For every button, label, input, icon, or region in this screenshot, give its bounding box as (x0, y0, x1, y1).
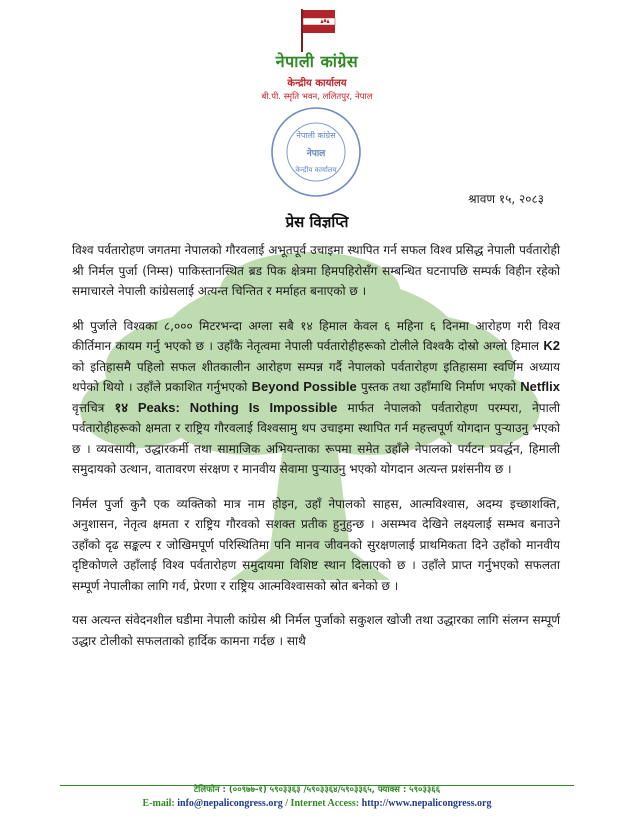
footer-phone-fax: टेलिफोन : (००९७७-१) ५९०३३६३ /५९०३३६४/५९०३३६५, फ्याक्स : ५९०३३६६ (193, 785, 441, 795)
document-title: प्रेस विज्ञप्ति (285, 213, 349, 231)
book-title: Beyond Possible (251, 379, 357, 394)
document-date: श्रावण १५, २०८३ (468, 192, 544, 206)
office-stamp-icon (268, 104, 364, 200)
website-link[interactable]: http://www.nepalicongress.org (361, 798, 492, 809)
email-link[interactable]: info@nepalicongress.org (177, 798, 283, 809)
paragraph-4: यस अत्यन्त संवेदनशील घडीमा नेपाली कांग्रेस श्री निर्मल पुर्जाको सकुशल खोजी तथा उद्धारका लागि संलग्न सम्पूर्ण उद्धार टोलीको सफलताको हार्दिक कामना गर्दछ । साथै (72, 613, 560, 648)
footer-contact: E-mail: info@nepalicongress.org / Internet Access: http://www.nepalicongress.org (142, 798, 492, 809)
k2-name: K2 (543, 338, 560, 353)
svg-text:केन्द्रीय कार्यालय: केन्द्रीय कार्यालय (295, 166, 337, 174)
document-body (72, 240, 560, 665)
paragraph-3: निर्मल पुर्जा कुनै एक व्यक्तिको मात्र नाम होइन, उहाँ नेपालको साहस, आत्मविश्वास, अदम्य इच्छाशक्ति, अनुशासन, नेतृत्व क्षमता र राष्ट्रिय गौरवको सशक्त प्रतीक हुनुहुन्छ । असम्भव देखिने लक्ष्यलाई सम्भव बनाउने उहाँको दृढ सङ्कल्प र जोखिमपूर्ण परिस्थितिमा पनि मानव जीवनको सुरक्षणलाई प्राथमिकता दिने उहाँको मानवीय दृष्टिकोणले उहाँलाई विश्व पर्वतारोहण समुदायमा विशिष्ट स्थान दिलाएको छ । उहाँले प्राप्त गर्नुभएको सफलता सम्पूर्ण नेपालीका लागि गर्व, प्रेरणा र राष्ट्रिय आत्मविश्वासको स्रोत बनेको छ । (72, 496, 560, 593)
organization-name: नेपाली कांग्रेस (275, 52, 359, 71)
central-office-label: केन्द्रीय कार्यालय (287, 78, 347, 89)
office-address: बी.पी. स्मृति भवन, ललितपुर, नेपाल (261, 92, 373, 102)
flag-logo-icon (296, 6, 340, 54)
paragraph-1: विश्व पर्वतारोहण जगतमा नेपालको गौरवलाई अभूतपूर्व उचाइमा स्थापित गर्न सफल विश्व प्रसिद्ध नेपाली पर्वतारोही श्री निर्मल पुर्जा (निम्स) पाकिस्तानस्थित ब्रड पिक क्षेत्रमा हिमपहिरोसँग सम्बन्धित घटनापछि सम्पर्क विहीन रहेको समाचारले नेपाली कांग्रेसलाई अत्यन्त चिन्तित र मर्माहत बनाएको छ । (72, 243, 560, 298)
film-title: १४ Peaks: Nothing Is Impossible (114, 399, 338, 415)
netflix-name: Netflix (520, 379, 560, 394)
svg-text:नेपाली कांग्रेस: नेपाली कांग्रेस (296, 131, 336, 140)
paragraph-2: श्री पुर्जाले विश्वका ८,००० मिटरभन्दा अग्ला सबै १४ हिमाल केवल ६ महिना ६ दिनमा आरोहण गरी विश्व कीर्तिमान कायम गर्नु भएको छ । उहाँकै नेतृत्वमा नेपाली पर्वतारोहीहरूको टोलीले विश्वकै दोस्रो अग्लो हिमाल K2 को इतिहासमै पहिलो सफल शीतकालीन आरोहण सम्पन्न गर्दै नेपालको पर्वतारोहण इतिहासमा स्वर्णिम अध्याय थपेको थियो । उहाँले प्रकाशित गर्नुभएको Beyond Possible पुस्तक तथा उहाँमाथि निर्माण भएको Netflix वृत्तचित्र १४ Peaks: Nothing Is Impossible मार्फत नेपालको पर्वतारोहण परम्परा, नेपाली पर्वतारोहीहरूको क्षमता र राष्ट्रिय गौरवलाई विश्वसामु थप उचाइमा स्थापित गर्न महत्त्वपूर्ण योगदान पुऱ्याउनु भएको छ । व्यवसायी, उद्धारकर्मी तथा सामाजिक अभियन्ताका रूपमा समेत उहाँले नेपालको पर्यटन प्रवर्द्धन, हिमाली समुदायको उत्थान, वातावरण संरक्षण र मानवीय सेवामा पुऱ्याउनु भएको योगदान अत्यन्त प्रशंसनीय छ । (72, 318, 560, 476)
svg-text:नेपाल: नेपाल (306, 149, 326, 159)
